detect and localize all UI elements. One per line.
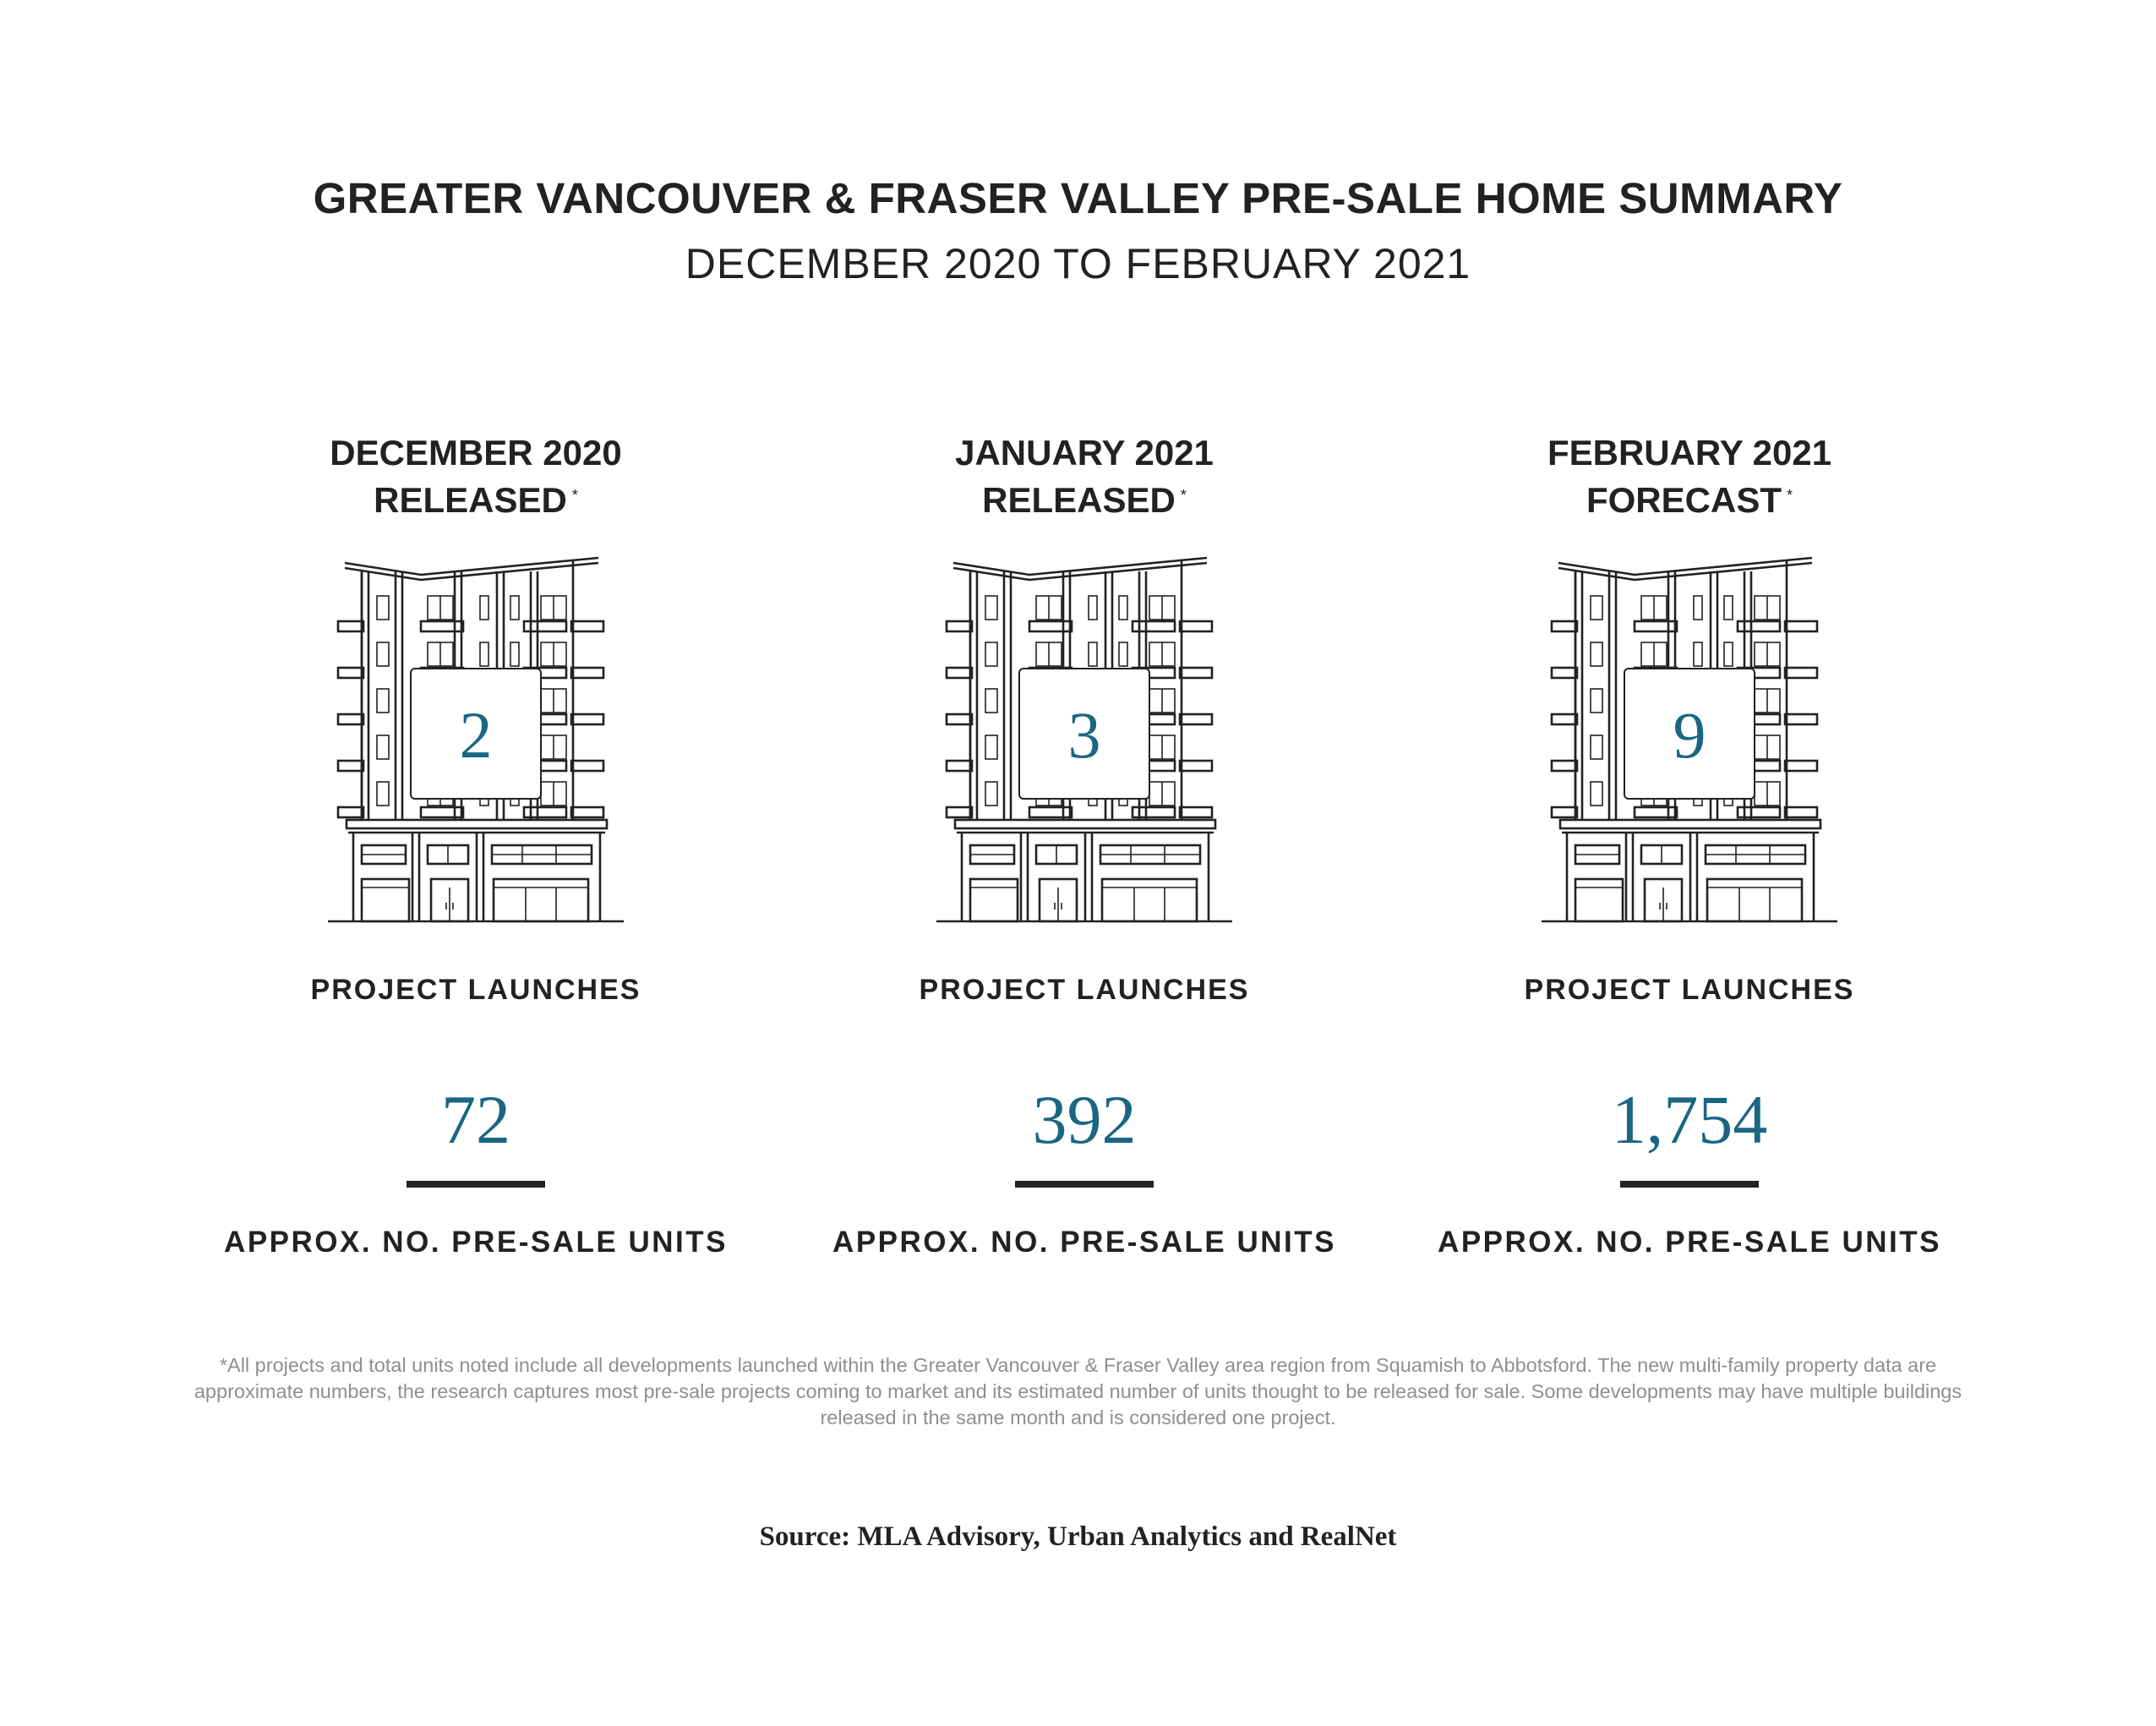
pre-sale-units-label: APPROX. NO. PRE-SALE UNITS [832,1226,1336,1259]
column-month: DECEMBER 2020 [330,433,622,472]
project-launches-label: PROJECT LAUNCHES [1524,974,1855,1006]
page-title: GREATER VANCOUVER & FRASER VALLEY PRE-SALE HOME SUMMARY [313,174,1843,222]
footnote-asterisk: * [1180,487,1187,504]
summary-column-december [155,0,797,1302]
project-launches-count: 3 [1018,668,1150,800]
source-citation: Source: MLA Advisory, Urban Analytics and RealNet [759,1521,1397,1552]
pre-sale-units-count: 392 [1032,1081,1137,1158]
pre-sale-units-count: 72 [441,1081,510,1158]
footnote-asterisk: * [1786,487,1793,504]
column-month: FEBRUARY 2021 [1547,433,1832,472]
project-launches-count: 2 [410,668,542,800]
column-status-line [1368,477,2011,531]
units-divider [1620,1181,1759,1188]
column-status: RELEASED [374,480,567,520]
footnote-text: *All projects and total units noted include all developments launched within the Greater Vancouver & Fraser Valley area region from Squamish to Abbotsford. The new multi-family property data are approximate numbers, the research captures most pre-sale projects coming to market and its estimated number of units thought to be released for sale. Some developments may have multiple buildings released in the same month and is considered one project. [194,1354,1962,1428]
units-divider [407,1181,545,1188]
page-subtitle: DECEMBER 2020 TO FEBRUARY 2021 [685,240,1471,287]
column-status-line [155,477,797,531]
column-status-line [763,477,1405,531]
column-heading [763,429,1405,531]
pre-sale-units-count: 1,754 [1611,1081,1768,1158]
summary-column-february [1368,0,2011,1302]
project-launches-count: 9 [1624,668,1755,800]
project-launches-label: PROJECT LAUNCHES [919,974,1250,1006]
summary-column-january [763,0,1405,1302]
column-status: RELEASED [982,480,1176,520]
units-divider [1015,1181,1154,1188]
pre-sale-units-label: APPROX. NO. PRE-SALE UNITS [1438,1226,1941,1259]
column-heading [1368,429,2011,531]
footnote-asterisk: * [571,487,578,504]
column-heading [155,429,797,531]
pre-sale-units-label: APPROX. NO. PRE-SALE UNITS [224,1226,728,1259]
column-status: FORECAST [1586,480,1782,520]
column-month: JANUARY 2021 [955,433,1214,472]
project-launches-label: PROJECT LAUNCHES [310,974,641,1006]
